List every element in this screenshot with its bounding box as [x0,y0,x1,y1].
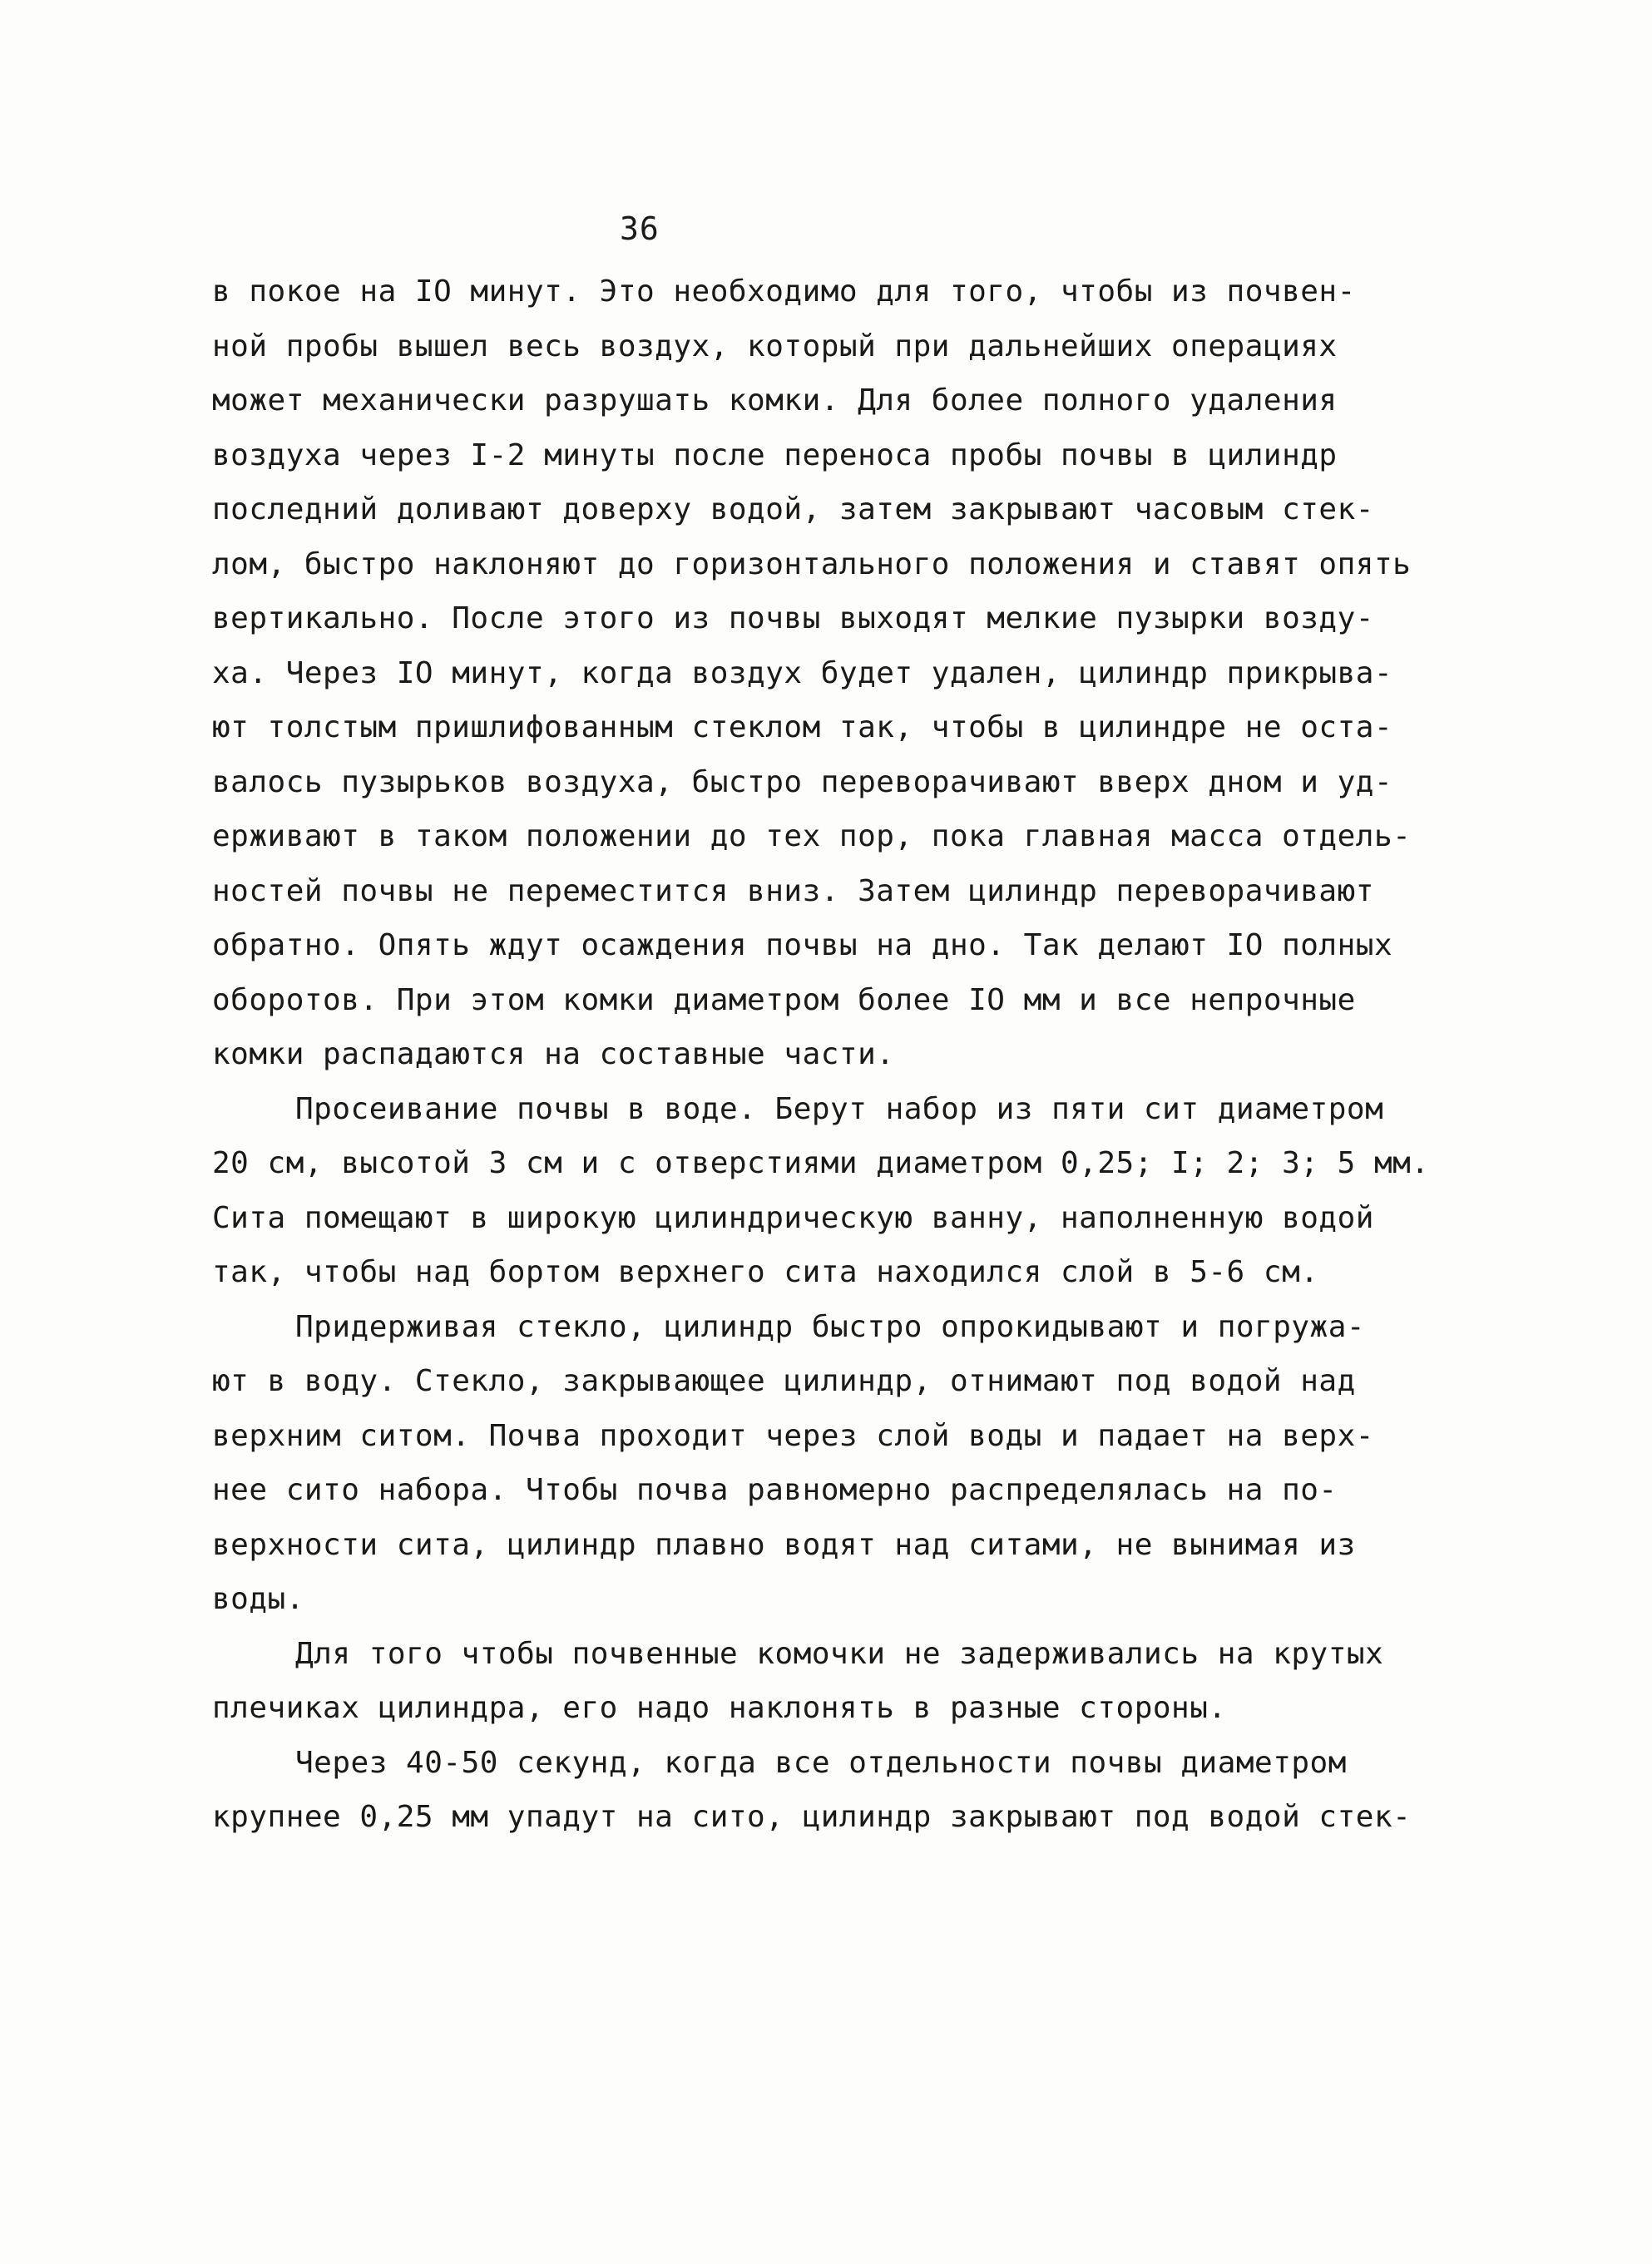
text-line: комки распадаются на составные части. [212,1037,895,1071]
text-line: воздуха через I-2 минуты после переноса пробы почвы в цилиндр [212,437,1338,472]
text-line: может механически разрушать комки. Для более полного удаления [212,383,1338,418]
text-line: валось пузырьков воздуха, быстро переворачивают вверх дном и уд- [212,764,1393,799]
body-text [212,264,1430,1845]
text-line: так, чтобы над бортом верхнего сита находился слой в 5-6 см. [212,1255,1319,1289]
text-line: ют в воду. Стекло, закрывающее цилиндр, отнимают под водой над [212,1364,1356,1398]
text-line: Для того чтобы почвенные комочки не задерживались на крутых [295,1636,1384,1671]
text-line: лом, быстро наклоняют до горизонтального положения и ставят опять [212,546,1412,581]
text-line: ностей почвы не переместится вниз. Затем цилиндр переворачивают [212,873,1374,908]
text-line: ют толстым пришлифованным стеклом так, чтобы в цилиндре не оста- [212,710,1393,744]
text-line: последний доливают доверху водой, затем закрывают часовым стек- [212,492,1374,526]
text-line: верхности сита, цилиндр плавно водят над ситами, не вынимая из [212,1527,1356,1562]
text-line: крупнее 0,25 мм упадут на сито, цилиндр закрывают под водой стек- [212,1800,1412,1834]
text-line: Через 40-50 секунд, когда все отдельности почвы диаметром [295,1745,1347,1780]
text-line: обратно. Опять ждут осаждения почвы на дно. Так делают IO полных [212,928,1393,962]
text-line: Сита помещают в широкую цилиндрическую ванну, наполненную водой [212,1200,1374,1235]
text-line: ной пробы вышел весь воздух, который при дальнейших операциях [212,329,1338,363]
text-line: воды. [212,1582,304,1616]
text-line: плечиках цилиндра, его надо наклонять в разные стороны. [212,1691,1227,1725]
text-line: вертикально. После этого из почвы выходят мелкие пузырки возду- [212,601,1374,635]
text-line: 20 см, высотой 3 см и с отверстиями диаметром 0,25; I; 2; 3; 5 мм. [212,1146,1430,1180]
text-line: нее сито набора. Чтобы почва равномерно распределялась на по- [212,1473,1338,1507]
text-line: Просеивание почвы в воде. Берут набор из пяти сит диаметром [295,1091,1384,1126]
text-line: в покое на IO минут. Это необходимо для того, чтобы из почвен- [212,274,1356,309]
text-line: оборотов. При этом комки диаметром более IO мм и все непрочные [212,982,1356,1017]
text-line: верхним ситом. Почва проходит через слой воды и падает на верх- [212,1418,1374,1453]
text-line: Придерживая стекло, цилиндр быстро опрокидывают и погружа- [295,1309,1366,1344]
text-line: ерживают в таком положении до тех пор, пока главная масса отдель- [212,819,1412,853]
text-line: ха. Через IO минут, когда воздух будет удален, цилиндр прикрыва- [212,655,1393,690]
page-number: 36 [620,210,660,247]
